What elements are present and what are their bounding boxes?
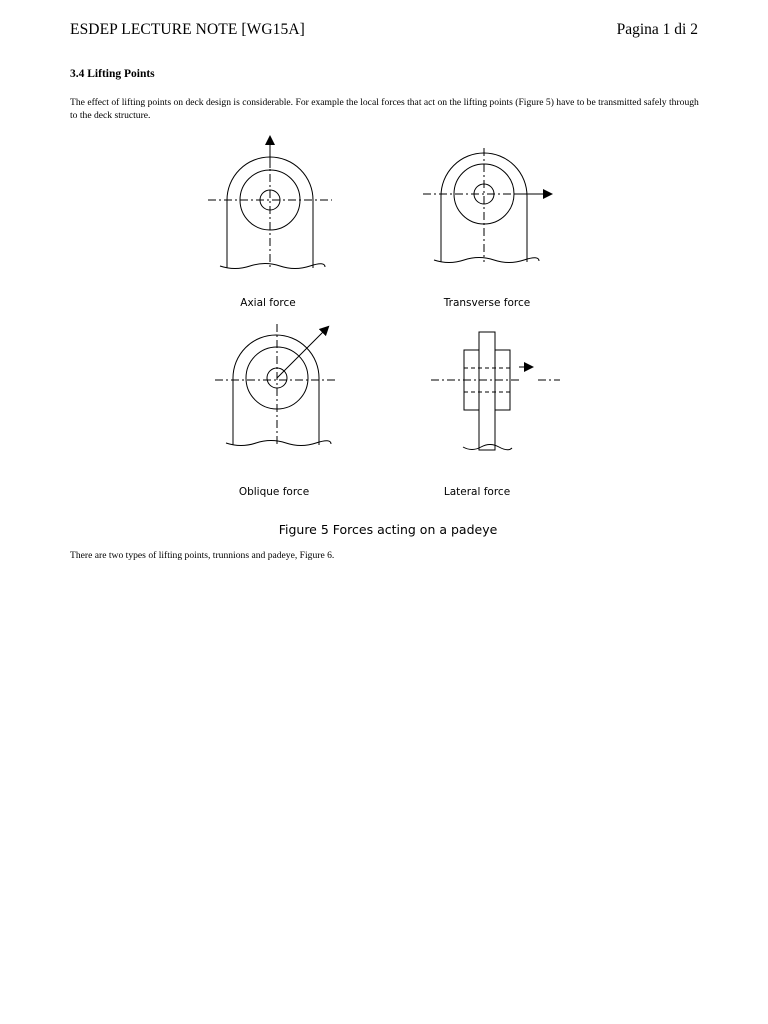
oblique-force-arrow — [277, 327, 328, 378]
break-line — [434, 258, 539, 263]
axial-force-diagram — [208, 137, 332, 269]
outro-paragraph: There are two types of lifting points, trunnions and padeye, Figure 6. — [70, 550, 335, 561]
transverse-force-label: Transverse force — [443, 297, 531, 309]
break-line — [226, 441, 331, 446]
transverse-force-diagram — [423, 148, 551, 263]
lateral-force-diagram — [431, 332, 560, 450]
intro-paragraph: The effect of lifting points on deck design is considerable. For example the local forces that act on the lifting points (Figure 5) have to be transmitted safely through to the deck structure. — [70, 97, 699, 121]
lateral-force-label: Lateral force — [443, 486, 511, 498]
section-heading: 3.4 Lifting Points — [70, 68, 155, 80]
break-line — [220, 264, 325, 269]
axial-force-label: Axial force — [240, 297, 296, 309]
oblique-force-diagram — [215, 324, 338, 447]
padeye-plate — [479, 332, 495, 450]
oblique-force-label: Oblique force — [238, 486, 310, 498]
document-title: ESDEP LECTURE NOTE [WG15A] — [70, 21, 305, 38]
figure-caption: Figure 5 Forces acting on a padeye — [278, 522, 498, 537]
page-number: Pagina 1 di 2 — [616, 21, 698, 38]
